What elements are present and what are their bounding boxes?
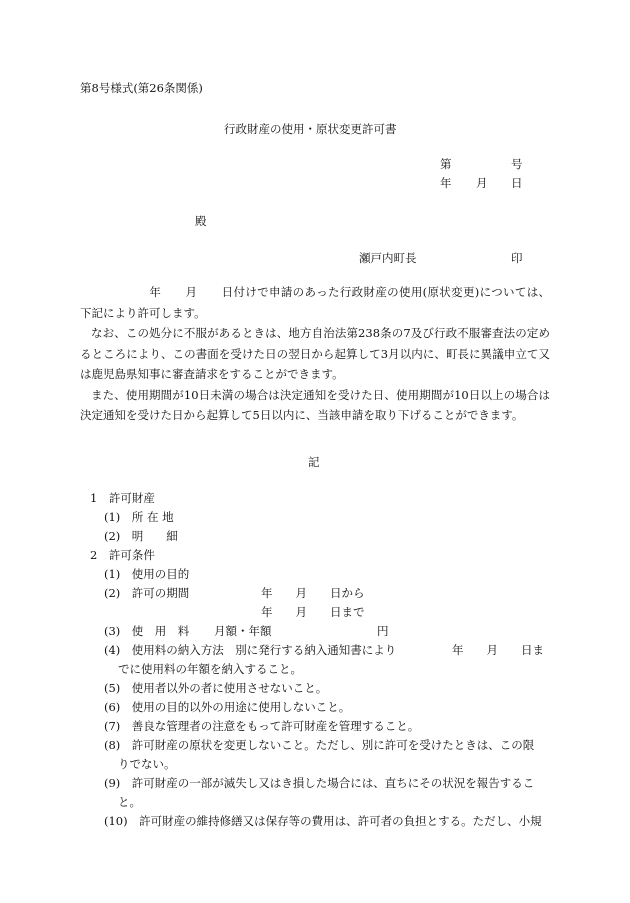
- period-to: 年 月 日まで: [261, 605, 365, 619]
- paragraph-2: なお、この処分に不服があるときは、地方自治法第238条の7及び行政不服審査法の定めるところにより、この書面を受けた日の翌日から起算して3月以内に、町長に異議申立て又は鹿児島県知事に審査請求をすることができます。: [80, 326, 550, 381]
- form-number: 第8号様式(第26条関係): [80, 81, 203, 95]
- condition-item-10: (10) 許可財産の維持修繕又は保存等の費用は、許可者の負担とする。ただし、小規: [104, 814, 542, 828]
- condition-item-8: (8) 許可財産の原状を変更しないこと。ただし、別に許可を受けたときは、この限: [104, 738, 535, 752]
- ki-heading: 記: [308, 455, 320, 469]
- condition-item-8-cont: りでない。: [118, 757, 176, 771]
- seal-mark: 印: [511, 251, 523, 265]
- condition-item-1: (1) 使用の目的: [104, 567, 190, 581]
- body-text: [80, 282, 550, 426]
- condition-item-4-cont: でに使用料の年額を納入すること。: [118, 662, 302, 676]
- s1-item-details: (2) 明 細: [104, 529, 178, 543]
- condition-item-3: (3) 使 用 料: [104, 624, 190, 638]
- paragraph-1: 年 月 日付けで申請のあった行政財産の使用(原状変更)については、下記により許可します。: [80, 285, 551, 320]
- doc-number-suffix: 号: [511, 157, 523, 171]
- section-2-title: 2 許可条件: [90, 548, 155, 562]
- condition-item-7: (7) 善良な管理者の注意をもって許可財産を管理すること。: [104, 719, 420, 733]
- condition-item-2: (2) 許可の期間: [104, 586, 190, 600]
- paragraph-3: また、使用期間が10日未満の場合は決定通知を受けた日、使用期間が10日以上の場合は決定通知を受けた日から起算して5日以内に、当該申請を取り下げることができます。: [80, 387, 550, 422]
- addressee-suffix: 殿: [195, 214, 207, 228]
- condition-item-9: (9) 許可財産の一部が滅失し又はき損した場合には、直ちにその状況を報告するこ: [104, 776, 535, 790]
- date-month: 月: [476, 176, 488, 190]
- payment-due-date: 年 月 日ま: [452, 643, 544, 657]
- period-from: 年 月 日から: [261, 586, 365, 600]
- condition-item-4: (4) 使用料の納入方法 別に発行する納入通知書により: [104, 643, 397, 657]
- condition-item-9-cont: と。: [118, 795, 141, 809]
- condition-item-6: (6) 使用の目的以外の用途に使用しないこと。: [104, 700, 351, 714]
- date-day: 日: [511, 176, 523, 190]
- doc-number-prefix: 第: [440, 157, 452, 171]
- date-year: 年: [440, 176, 452, 190]
- section-1-title: 1 許可財産: [90, 491, 155, 505]
- s1-item-location: (1) 所 在 地: [104, 510, 174, 524]
- condition-item-5: (5) 使用者以外の者に使用させないこと。: [104, 681, 328, 695]
- issuer-name: 瀬戸内町長: [359, 251, 417, 265]
- document-title: 行政財産の使用・原状変更許可書: [224, 122, 397, 136]
- fee-type: 月額・年額: [214, 624, 272, 638]
- fee-unit: 円: [377, 624, 389, 638]
